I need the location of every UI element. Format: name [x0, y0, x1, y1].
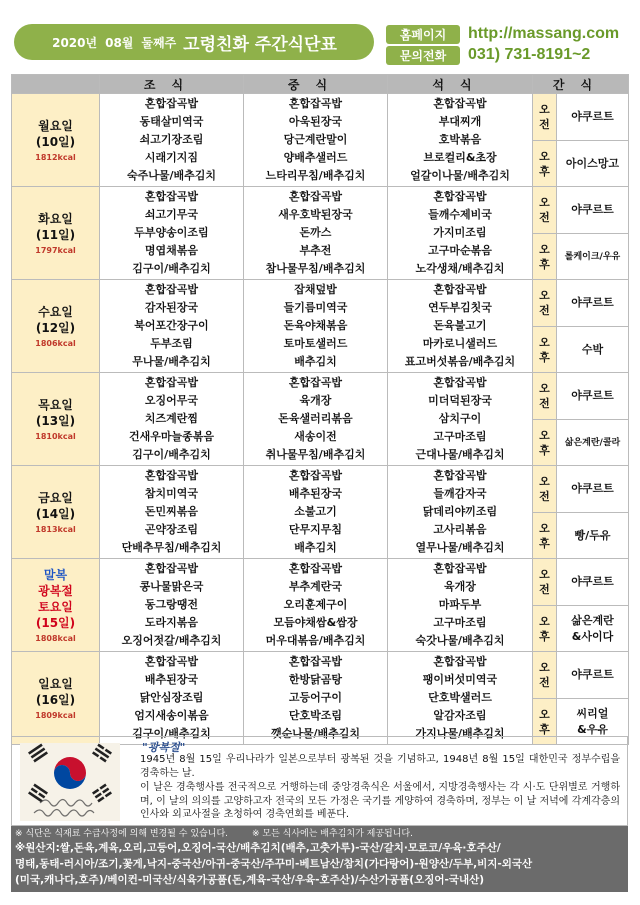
dinner-cell — [388, 466, 533, 559]
menu-item: 육개장 — [299, 393, 332, 407]
menu-item: 김구이/배추김치 — [132, 448, 211, 462]
weekly-menu-table — [11, 74, 629, 745]
menu-item: 새우호박된장국 — [278, 207, 353, 221]
menu-item: 부추전 — [299, 244, 332, 258]
day-row — [12, 187, 629, 234]
day-kcal: 1797kcal — [35, 246, 76, 255]
phone-row — [386, 45, 590, 65]
day-kcal: 1813kcal — [35, 525, 76, 534]
menu-item: 노각생채/배추김치 — [415, 262, 505, 276]
day-row — [12, 466, 629, 513]
menu-item: 알감자조림 — [433, 709, 487, 723]
day-label — [12, 94, 100, 187]
phone-label: 문의전화 — [386, 46, 460, 65]
snack-period-am: 오 전 — [533, 187, 557, 234]
day-label — [12, 466, 100, 559]
menu-item: 혼합잡곡밥 — [144, 189, 199, 203]
menu-item: 연두부김칫국 — [428, 300, 492, 314]
menu-item: 닭안심장조림 — [139, 690, 204, 704]
menu-item: 혼합잡곡밥 — [433, 561, 487, 575]
menu-item: 브로컬리&초장 — [423, 151, 497, 165]
snack-pm-text: 삶은계란 &사이다 — [571, 613, 614, 643]
menu-item: 오징어무국 — [144, 393, 199, 407]
menu-item: 들깨감자국 — [433, 486, 487, 500]
day-name: 토요일 — [38, 600, 73, 614]
menu-item: 돈육불고기 — [433, 318, 487, 332]
menu-item: 토마토샐러드 — [283, 337, 348, 351]
snack-am: 야쿠르트 — [557, 559, 629, 606]
menu-item: 고구마조림 — [433, 616, 487, 630]
lunch-cell — [244, 187, 388, 280]
header-breakfast: 조식 — [100, 75, 244, 94]
menu-item: 고구마순볶음 — [428, 244, 492, 258]
snack-am: 야쿠르트 — [557, 652, 629, 699]
snack-period-am: 오 전 — [533, 373, 557, 420]
menu-item: 김구이/배추김치 — [132, 727, 211, 741]
breakfast-cell — [100, 187, 244, 280]
menu-item: 마카로니샐러드 — [422, 337, 498, 351]
snack-period-pm: 오 후 — [533, 234, 557, 280]
menu-item: 들깨수제비국 — [428, 207, 492, 221]
menu-item: 당근계란말이 — [283, 132, 348, 146]
snack-period-am: 오 전 — [533, 94, 557, 141]
day-row — [12, 559, 629, 606]
day-name: 일요일 — [38, 677, 73, 691]
menu-item: 두부양송이조림 — [134, 225, 209, 239]
day-kcal: 1812kcal — [35, 153, 76, 162]
menu-item: 혼합잡곡밥 — [433, 375, 487, 389]
day-name: 월요일 — [38, 119, 73, 133]
menu-item: 부대찌개 — [438, 114, 482, 128]
menu-item: 혼합잡곡밥 — [288, 468, 343, 482]
snack-period-pm: 오 후 — [533, 699, 557, 745]
day-date: (10일) — [35, 135, 76, 149]
menu-item: 콩나물맑은국 — [139, 579, 204, 593]
menu-item: 배추된장국 — [288, 486, 343, 500]
menu-item: 가지미조림 — [433, 225, 487, 239]
dinner-cell — [388, 94, 533, 187]
menu-item: 혼합잡곡밥 — [433, 96, 487, 110]
menu-item: 돈육샐러리볶음 — [278, 411, 353, 425]
holiday-paragraph: 1945년 8월 15일 우리나라가 일본으로부터 광복된 것을 기념하고, 1948년 8월 15일 대한민국 정부수립을 경축하는 날. — [140, 754, 620, 779]
menu-item: 돈민찌볶음 — [144, 504, 199, 518]
menu-item: 잡채덮밥 — [294, 282, 337, 296]
menu-item: 들기름미역국 — [283, 300, 348, 314]
snack-am: 야쿠르트 — [557, 280, 629, 327]
breakfast-cell — [100, 94, 244, 187]
header-snack: 간식 — [533, 75, 629, 94]
menu-item: 표고버섯볶음/배추김치 — [404, 355, 516, 369]
menu-item: 혼합잡곡밥 — [433, 654, 487, 668]
snack-pm: 롤케이크/우유 — [557, 234, 629, 280]
day-row — [12, 280, 629, 327]
menu-item: 감자된장국 — [144, 300, 199, 314]
day-row — [12, 373, 629, 420]
snack-pm-text: 씨리얼 &우유 — [576, 706, 609, 736]
homepage-label: 홈페이지 — [386, 25, 460, 44]
day-row — [12, 94, 629, 141]
menu-item: 혼합잡곡밥 — [288, 96, 343, 110]
header-day — [12, 75, 100, 94]
year: 2020년 — [52, 35, 98, 50]
day-kcal: 1808kcal — [35, 634, 76, 643]
snack-period-pm: 오 후 — [533, 513, 557, 559]
menu-item: 혼합잡곡밥 — [288, 375, 343, 389]
day-kcal: 1806kcal — [35, 339, 76, 348]
day-name: 금요일 — [38, 491, 73, 505]
day-name: 수요일 — [38, 305, 73, 319]
lunch-cell — [244, 559, 388, 652]
snack-pm — [557, 606, 629, 652]
breakfast-cell — [100, 652, 244, 745]
snack-am: 야쿠르트 — [557, 94, 629, 141]
holiday-paragraph: 이 날은 경축행사를 전국적으로 거행하는데 중앙경축식은 서울에서, 지방경축행사는 각 시·도 단위별로 거행하며, 이 날의 의의를 고양하고자 전국의 모든 가정은 국기를 게양하여 경축하며, 정부는 이 날 저녁에 각계각층의 인사와 외교사절을 초청하여 경축연회를 베푼다. — [140, 782, 620, 820]
menu-item: 고등어구이 — [288, 690, 343, 704]
title-banner — [14, 24, 374, 60]
menu-item: 두부조림 — [150, 337, 193, 351]
menu-item: 혼합잡곡밥 — [144, 468, 199, 482]
menu-item: 근대나물/배추김치 — [415, 448, 505, 462]
snack-period-pm: 오 후 — [533, 606, 557, 652]
week: 둘째주 — [141, 35, 177, 50]
menu-item: 김구이/배추김치 — [132, 262, 211, 276]
menu-item: 혼합잡곡밥 — [144, 375, 199, 389]
dinner-cell — [388, 652, 533, 745]
note-kimchi: ※ 모든 식사에는 배추김치가 제공됩니다. — [252, 829, 413, 839]
menu-item: 얼갈이나물/배추김치 — [410, 169, 510, 183]
menu-item: 혼합잡곡밥 — [144, 96, 199, 110]
menu-item: 숙갓나물/배추김치 — [415, 634, 505, 648]
breakfast-cell — [100, 466, 244, 559]
menu-item: 부추계란국 — [288, 579, 343, 593]
breakfast-cell — [100, 373, 244, 466]
menu-item: 단호박샐러드 — [428, 690, 492, 704]
day-label — [12, 187, 100, 280]
menu-item: 참치미역국 — [144, 486, 199, 500]
snack-period-am: 오 전 — [533, 466, 557, 513]
menu-item: 미더덕된장국 — [428, 393, 492, 407]
menu-item: 시래기지짐 — [144, 151, 199, 165]
dinner-cell — [388, 187, 533, 280]
snack-am: 야쿠르트 — [557, 466, 629, 513]
snack-am: 야쿠르트 — [557, 187, 629, 234]
menu-item: 도라지볶음 — [144, 616, 199, 630]
day-label — [12, 373, 100, 466]
menu-item: 오징어젓갈/배추김치 — [121, 634, 222, 648]
snack-period-am: 오 전 — [533, 559, 557, 606]
menu-item: 숙주나물/배추김치 — [126, 169, 217, 183]
menu-item: 단호박조림 — [288, 709, 343, 723]
day-date: (13일) — [35, 414, 76, 428]
menu-item: 한방닭곰탕 — [288, 672, 343, 686]
snack-pm: 빵/두유 — [557, 513, 629, 559]
origin-line: (미국,캐나다,호주)/베이컨-미국산/식육가공품(돈,계육-국산/우육-호주산)/수산가공품(오징어-국내산) — [15, 874, 485, 886]
footer-notes — [11, 826, 628, 892]
snack-period-am: 오 전 — [533, 652, 557, 699]
menu-item: 팽이버섯미역국 — [422, 672, 498, 686]
menu-item: 쇠고기장조림 — [139, 132, 204, 146]
menu-item: 돈까스 — [299, 225, 332, 239]
origin-line: ※원산지:쌀,돈육,계육,오리,고등어,오징어-국산/배추김치(배추,고춧가루)-국산/갈치·모로코/우육·호주산/ — [15, 842, 501, 854]
day-date: (16일) — [35, 693, 76, 707]
menu-item: 혼합잡곡밥 — [288, 654, 343, 668]
menu-item: 호박볶음 — [438, 132, 482, 146]
menu-item: 혼합잡곡밥 — [433, 468, 487, 482]
header-row — [12, 75, 629, 94]
menu-item: 아욱된장국 — [288, 114, 343, 128]
menu-item: 북어포간장구이 — [134, 318, 209, 332]
menu-item: 배추된장국 — [144, 672, 199, 686]
menu-item: 모듬야채쌈&쌈장 — [273, 616, 358, 630]
day-name: 화요일 — [38, 212, 73, 226]
menu-item: 동그랑땡전 — [144, 597, 199, 611]
menu-item: 혼합잡곡밥 — [144, 282, 199, 296]
menu-item: 육개장 — [444, 579, 476, 593]
month: 08월 — [105, 35, 134, 50]
holiday-title: "광복절" — [142, 741, 186, 754]
menu-item: 혼합잡곡밥 — [288, 189, 343, 203]
menu-item: 오리훈제구이 — [283, 597, 348, 611]
day-date: (12일) — [35, 321, 76, 335]
menu-item: 혼합잡곡밥 — [288, 561, 343, 575]
phone-number: 031) 731-8191~2 — [468, 46, 591, 63]
snack-pm: 아이스망고 — [557, 141, 629, 187]
snack-pm: 수박 — [557, 327, 629, 373]
origin-line: 명태,동태-러시아/조기,꽃게,낙지-중국산/아귀-중국산/주꾸미-베트남산/참치(가다랑어)-원양산/두부,비지-외국산 — [15, 858, 533, 870]
snack-period-am: 오 전 — [533, 280, 557, 327]
menu-item: 돈육야채볶음 — [283, 318, 348, 332]
menu-item: 혼합잡곡밥 — [433, 189, 487, 203]
menu-item: 삼치구이 — [438, 411, 482, 425]
menu-item: 닭데리야끼조림 — [422, 504, 498, 518]
menu-item: 가지나물/배추김치 — [415, 727, 505, 741]
holiday-description — [140, 753, 620, 823]
lunch-cell — [244, 280, 388, 373]
dinner-cell — [388, 559, 533, 652]
menu-item: 배추김치 — [294, 355, 337, 369]
menu-item: 머우대볶음/배추김치 — [265, 634, 366, 648]
day-row — [12, 652, 629, 699]
menu-item: 쇠고기무국 — [144, 207, 199, 221]
header-dinner: 석식 — [388, 75, 533, 94]
snack-period-pm: 오 후 — [533, 141, 557, 187]
day-date: (15일) — [35, 616, 76, 630]
menu-item: 엄지새송이볶음 — [134, 709, 209, 723]
korean-flag-image — [20, 743, 120, 821]
day-kcal: 1809kcal — [35, 711, 76, 720]
menu-item: 곤약장조림 — [144, 523, 199, 537]
holiday-tag: 말복 — [43, 568, 68, 582]
menu-item: 건새우마늘종볶음 — [128, 430, 214, 444]
menu-item: 고구마조림 — [433, 430, 487, 444]
day-name: 목요일 — [38, 398, 73, 412]
homepage-row — [386, 24, 619, 44]
breakfast-cell — [100, 559, 244, 652]
menu-item: 혼합잡곡밥 — [433, 282, 487, 296]
day-kcal: 1810kcal — [35, 432, 76, 441]
menu-item: 혼합잡곡밥 — [144, 561, 199, 575]
menu-item: 단무지무침 — [288, 523, 343, 537]
menu-item: 명엽채볶음 — [144, 244, 199, 258]
day-label — [12, 559, 100, 652]
menu-item: 깻순나물/배추김치 — [270, 727, 361, 741]
day-date: (11일) — [35, 228, 76, 242]
day-label — [12, 652, 100, 745]
lunch-cell — [244, 466, 388, 559]
breakfast-cell — [100, 280, 244, 373]
menu-item: 양배추샐러드 — [283, 151, 348, 165]
menu-item: 배추김치 — [294, 541, 337, 555]
note-menu-change: ※ 식단은 식재료 수급사정에 의해 변경될 수 있습니다. — [15, 829, 229, 839]
holiday-tag: 광복절 — [38, 584, 73, 598]
menu-item: 새송이전 — [294, 430, 337, 444]
menu-item: 고사리볶음 — [433, 523, 487, 537]
menu-item: 느타리무침/배추김치 — [265, 169, 366, 183]
menu-item: 무나물/배추김치 — [132, 355, 211, 369]
holiday-section — [11, 736, 628, 826]
menu-item: 혼합잡곡밥 — [144, 654, 199, 668]
snack-pm: 삶은계란/콜라 — [557, 420, 629, 466]
menu-item: 취나물무침/배추김치 — [265, 448, 366, 462]
menu-item: 치즈계란찜 — [144, 411, 199, 425]
dinner-cell — [388, 373, 533, 466]
page-title: 고령친화 주간식단표 — [183, 34, 337, 55]
menu-item: 동태살미역국 — [139, 114, 204, 128]
menu-item: 열무나물/배추김치 — [415, 541, 505, 555]
lunch-cell — [244, 373, 388, 466]
lunch-cell — [244, 652, 388, 745]
lunch-cell — [244, 94, 388, 187]
homepage-link[interactable]: http://massang.com — [468, 25, 620, 42]
menu-item: 단배추무침/배추김치 — [121, 541, 222, 555]
header-lunch: 중식 — [244, 75, 388, 94]
menu-item: 소불고기 — [294, 504, 337, 518]
snack-am: 야쿠르트 — [557, 373, 629, 420]
snack-period-pm: 오 후 — [533, 327, 557, 373]
menu-item: 마파두부 — [438, 597, 482, 611]
snack-period-pm: 오 후 — [533, 420, 557, 466]
day-label — [12, 280, 100, 373]
day-date: (14일) — [35, 507, 76, 521]
menu-item: 참나물무침/배추김치 — [265, 262, 366, 276]
dinner-cell — [388, 280, 533, 373]
